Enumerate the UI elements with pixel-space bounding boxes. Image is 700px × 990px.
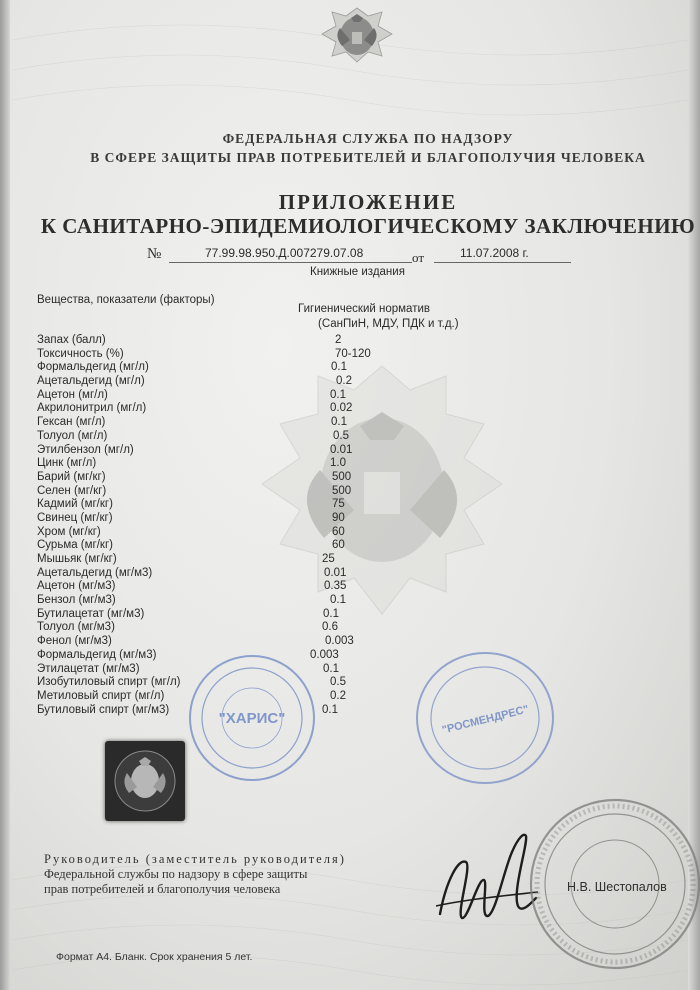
norm-value: 0.1 bbox=[330, 388, 346, 401]
form-footer-note: Формат А4. Бланк. Срок хранения 5 лет. bbox=[56, 951, 253, 963]
norm-value: 0.5 bbox=[330, 676, 346, 689]
table-row bbox=[37, 580, 437, 594]
substance-name: Мышьяк (мг/кг) bbox=[37, 553, 117, 565]
norm-value: 0.2 bbox=[330, 689, 346, 702]
signatory-position bbox=[44, 852, 346, 897]
table-row bbox=[37, 389, 437, 403]
table-row bbox=[37, 402, 437, 416]
coat-of-arms-emblem bbox=[316, 6, 398, 78]
substance-name: Толуол (мг/м3) bbox=[37, 621, 115, 634]
table-row bbox=[37, 375, 437, 389]
hologram-eagle-icon bbox=[105, 741, 185, 821]
substance-name: Бензол (мг/м3) bbox=[37, 594, 116, 607]
substance-name: Метиловый спирт (мг/л) bbox=[37, 689, 165, 702]
norm-value: 0.01 bbox=[324, 566, 347, 579]
norm-value: 500 bbox=[332, 484, 352, 497]
norm-value: 0.003 bbox=[325, 635, 354, 648]
rosmendres-stamp bbox=[413, 648, 558, 788]
rosmendres-stamp-text: "РОСМЕНДРЕС" bbox=[440, 703, 531, 737]
table-row bbox=[37, 512, 437, 526]
norm-value: 0.01 bbox=[330, 443, 353, 456]
substance-name: Гексан (мг/л) bbox=[37, 416, 106, 429]
substance-name: Ацетон (мг/л) bbox=[37, 388, 108, 401]
table-row bbox=[37, 334, 437, 348]
norm-value: 0.6 bbox=[322, 621, 338, 634]
document-subtitle: К САНИТАРНО-ЭПИДЕМИОЛОГИЧЕСКОМУ ЗАКЛЮЧЕНИЮ bbox=[40, 214, 696, 238]
substance-name: Барий (мг/кг) bbox=[37, 470, 106, 483]
table-row bbox=[37, 444, 437, 458]
substance-name: Изобутиловый спирт (мг/л) bbox=[37, 676, 181, 689]
substance-name: Бутилацетат (мг/м3) bbox=[37, 607, 145, 620]
norm-value: 0.1 bbox=[330, 594, 346, 607]
document-number: 77.99.98.950.Д.007279.07.08 bbox=[205, 246, 364, 260]
agency-name-line2: В СФЕРЕ ЗАЩИТЫ ПРАВ ПОТРЕБИТЕЛЕЙ И БЛАГОПОЛУЧИЯ ЧЕЛОВЕКА bbox=[90, 150, 646, 165]
hologram-seal bbox=[105, 741, 185, 821]
signatory-line2: Федеральной службы по надзору в сфере защиты bbox=[44, 867, 308, 881]
document-title: ПРИЛОЖЕНИЕ bbox=[278, 190, 458, 214]
table-row bbox=[37, 430, 437, 444]
norm-value: 500 bbox=[332, 470, 352, 483]
signatory-line1: Руководитель (заместитель руководителя) bbox=[44, 852, 346, 866]
norm-header-line1: Гигиенический норматив bbox=[298, 303, 430, 315]
number-underline bbox=[169, 262, 412, 263]
substance-name: Фенол (мг/м3) bbox=[37, 635, 112, 648]
substance-name: Запах (балл) bbox=[37, 334, 106, 346]
number-sign: № bbox=[147, 246, 162, 262]
haris-stamp bbox=[186, 652, 318, 784]
norm-value: 60 bbox=[332, 525, 345, 538]
norm-value: 0.1 bbox=[331, 361, 347, 374]
product-subject: Книжные издания bbox=[310, 266, 405, 278]
substance-name: Селен (мг/кг) bbox=[37, 484, 107, 497]
table-row bbox=[37, 485, 437, 499]
haris-stamp-text: "ХАРИС" bbox=[218, 710, 286, 727]
table-row bbox=[37, 567, 437, 581]
table-row bbox=[37, 526, 437, 540]
agency-name-line1: ФЕДЕРАЛЬНАЯ СЛУЖБА ПО НАДЗОРУ bbox=[222, 131, 514, 146]
table-row bbox=[37, 621, 437, 635]
document-date: 11.07.2008 г. bbox=[460, 246, 529, 260]
table-row bbox=[37, 594, 437, 608]
norm-value: 0.35 bbox=[324, 580, 347, 593]
date-prefix: от bbox=[412, 250, 425, 265]
norm-value: 0.2 bbox=[336, 375, 352, 388]
table-row bbox=[37, 635, 437, 649]
table-row bbox=[37, 361, 437, 375]
norm-value: 0.1 bbox=[322, 703, 338, 716]
norm-value: 1.0 bbox=[330, 457, 346, 470]
norm-header-line2: (СанПиН, МДУ, ПДК и т.д.) bbox=[318, 318, 459, 330]
substance-name: Этилацетат (мг/м3) bbox=[37, 662, 140, 675]
table-row bbox=[37, 348, 437, 362]
substance-name: Этилбензол (мг/л) bbox=[37, 443, 134, 456]
column-header-substances: Вещества, показатели (факторы) bbox=[37, 294, 215, 306]
signer-name: Н.В. Шестопалов bbox=[567, 880, 667, 894]
column-header-norm bbox=[298, 302, 459, 332]
norm-value: 2 bbox=[335, 334, 342, 346]
norm-value: 70-120 bbox=[335, 347, 371, 360]
norm-value: 75 bbox=[332, 498, 345, 511]
substance-name: Свинец (мг/кг) bbox=[37, 511, 113, 524]
table-row bbox=[37, 416, 437, 430]
substance-name: Толуол (мг/л) bbox=[37, 429, 108, 442]
substance-name: Кадмий (мг/кг) bbox=[37, 498, 113, 511]
table-row bbox=[37, 498, 437, 512]
substance-name: Токсичность (%) bbox=[37, 347, 124, 360]
table-row bbox=[37, 457, 437, 471]
table-row bbox=[37, 608, 437, 622]
substance-name: Цинк (мг/л) bbox=[37, 457, 97, 470]
norm-value: 0.02 bbox=[330, 402, 353, 415]
table-row bbox=[37, 539, 437, 553]
document-number-row bbox=[147, 244, 607, 264]
substance-name: Ацетальдегид (мг/м3) bbox=[37, 566, 153, 579]
substance-name: Акрилонитрил (мг/л) bbox=[37, 402, 147, 415]
substance-name: Сурьма (мг/кг) bbox=[37, 539, 113, 552]
norm-value: 0.1 bbox=[323, 607, 339, 620]
table-row bbox=[37, 471, 437, 485]
date-underline bbox=[434, 262, 571, 263]
scan-edge-left bbox=[0, 0, 10, 990]
norm-value: 60 bbox=[332, 539, 345, 552]
norm-value: 90 bbox=[332, 511, 345, 524]
norm-value: 0.5 bbox=[333, 429, 349, 442]
substance-name: Бутиловый спирт (мг/м3) bbox=[37, 703, 170, 716]
substance-name: Формальдегид (мг/м3) bbox=[37, 648, 157, 661]
norm-value: 25 bbox=[322, 553, 335, 565]
norm-value: 0.1 bbox=[331, 416, 347, 429]
norm-value: 0.003 bbox=[310, 648, 339, 661]
substance-name: Хром (мг/кг) bbox=[37, 525, 101, 538]
norm-value: 0.1 bbox=[323, 662, 339, 675]
signatory-line3: прав потребителей и благополучия человека bbox=[44, 882, 281, 896]
substance-name: Ацетальдегид (мг/л) bbox=[37, 375, 145, 388]
table-row bbox=[37, 553, 437, 567]
substance-name: Ацетон (мг/м3) bbox=[37, 580, 116, 593]
substance-name: Формальдегид (мг/л) bbox=[37, 361, 149, 374]
